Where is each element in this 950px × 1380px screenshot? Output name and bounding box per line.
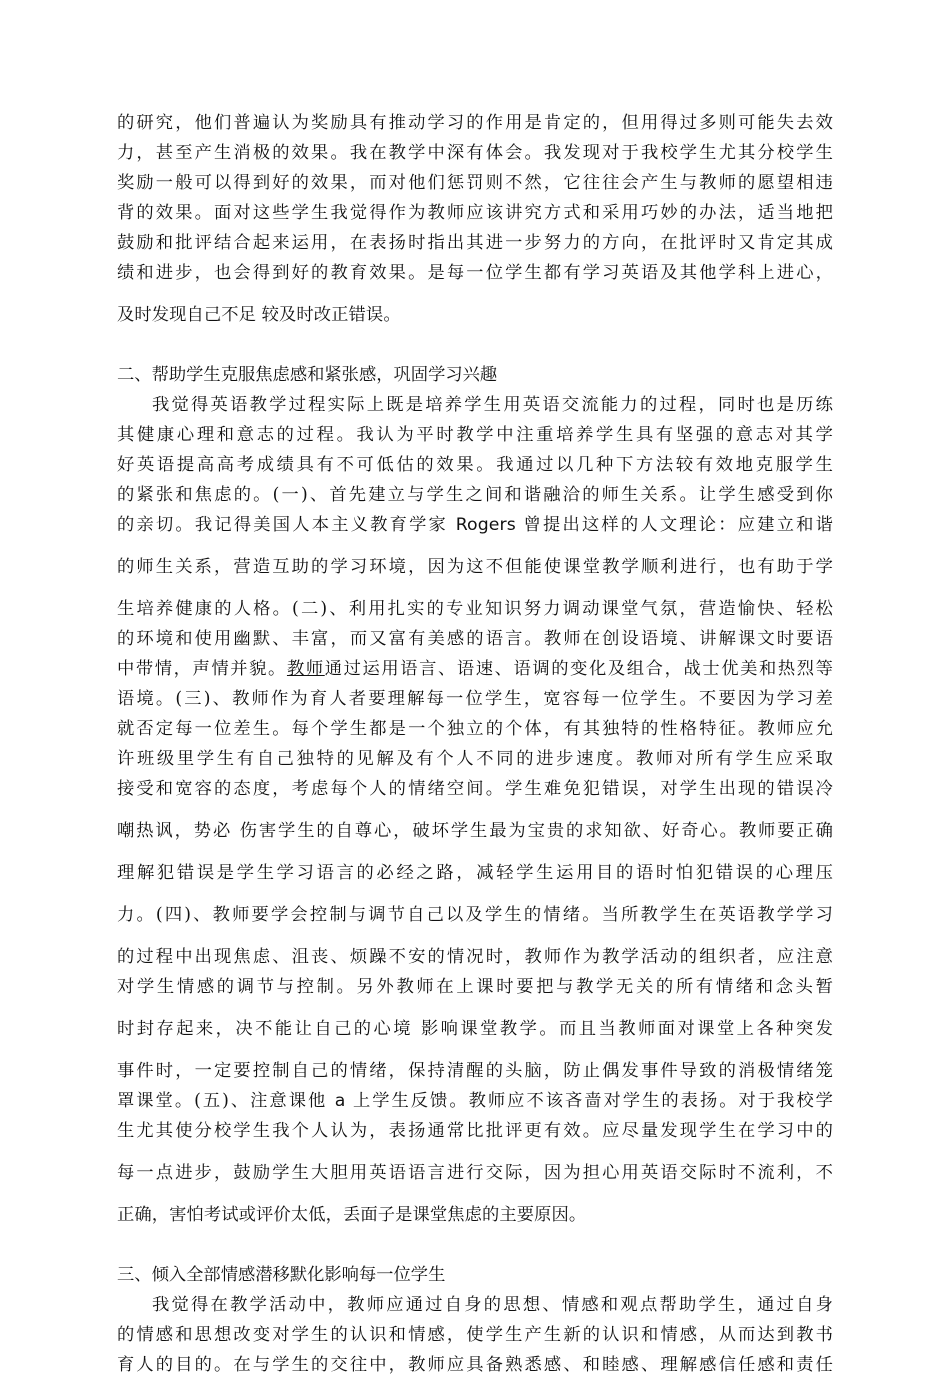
text-line: 力，甚至产生消极的效果。我在教学中深有体会。我发现对于我校学生尤其分校学生 bbox=[117, 143, 833, 163]
section-heading-2: 二、帮助学生克服焦虑感和紧张感，巩固学习兴趣 bbox=[117, 365, 498, 385]
text-line: 生尤其使分校学生我个人认为，表扬通常比批评更有效。应尽量发现学生在学习中的 bbox=[117, 1121, 833, 1141]
text-line: 许班级里学生有自己独特的见解及有个人不同的进步速度。教师对所有学生应采取 bbox=[117, 749, 833, 769]
text-line: 嘲热讽，势必 伤害学生的自尊心，破坏学生最为宝贵的求知欲、好奇心。教师要正确 bbox=[117, 821, 833, 841]
section-3-body bbox=[117, 1290, 833, 1380]
text-line: 鼓励和批评结合起来运用，在表扬时指出其进一步努力的方向，在批评时又肯定其成 bbox=[117, 233, 833, 253]
text-line: 的紧张和焦虑的。(一)、首先建立与学生之间和谐融洽的师生关系。让学生感受到你 bbox=[117, 485, 833, 505]
text-segment: 罩课堂。(五)、注意课他 bbox=[117, 1091, 335, 1111]
text-line: 我觉得英语教学过程实际上既是培养学生用英语交流能力的过程，同时也是历练 bbox=[152, 395, 833, 415]
text-segment: 上学生反馈。教师应不该吝啬对学生的表扬。对于我校学 bbox=[345, 1091, 833, 1111]
text-line: 的情感和思想改变对学生的认识和情感，使学生产生新的认识和情感，从而达到教书 bbox=[117, 1325, 833, 1345]
text-line: 的研究，他们普遍认为奖励具有推动学习的作用是肯定的，但用得过多则可能失去效 bbox=[117, 113, 833, 133]
text-line: 生培养健康的人格。(二)、利用扎实的专业知识努力调动课堂气氛，营造愉快、轻松 bbox=[117, 599, 833, 619]
text-line: 我觉得在教学活动中，教师应通过自身的思想、情感和观点帮助学生，通过自身 bbox=[152, 1295, 833, 1315]
text-line: 育人的目的。在与学生的交往中，教师应具备熟悉感、和睦感、理解感信任感和责任 bbox=[117, 1355, 833, 1375]
document-page bbox=[117, 108, 833, 1380]
text-line: 绩和进步，也会得到好的教育效果。是每一位学生都有学习英语及其他学科上进心， bbox=[117, 263, 833, 283]
paragraph-1 bbox=[117, 108, 833, 330]
text-line bbox=[117, 654, 833, 684]
text-line: 理解犯错误是学生学习语言的必经之路，减轻学生运用目的语时怕犯错误的心理压 bbox=[117, 863, 833, 883]
text-line: 其健康心理和意志的过程。我认为平时教学中注重培养学生具有坚强的意志对其学 bbox=[117, 425, 833, 445]
section-2-body bbox=[117, 390, 833, 1230]
person-name: Rogers bbox=[455, 515, 516, 535]
text-segment: 的亲切。我记得美国人本主义教育学家 bbox=[117, 515, 456, 535]
text-line: 的师生关系，营造互助的学习环境，因为这不但能使课堂教学顺利进行，也有助于学 bbox=[117, 557, 833, 577]
text-line: 时封存起来，决不能让自己的心境 影响课堂教学。而且当教师面对课堂上各种突发 bbox=[117, 1019, 833, 1039]
latin-letter: a bbox=[334, 1091, 346, 1111]
section-heading-3: 三、倾入全部情感潜移默化影响每一位学生 bbox=[117, 1265, 446, 1285]
text-line: 语境。(三)、教师作为育人者要理解每一位学生，宽容每一位学生。不要因为学习差 bbox=[117, 689, 833, 709]
text-line: 好英语提高高考成绩具有不可低估的效果。我通过以几种下方法较有效地克服学生 bbox=[117, 455, 833, 475]
text-line: 对学生情感的调节与控制。另外教师在上课时要把与教学无关的所有情绪和念头暂 bbox=[117, 977, 833, 997]
text-line: 奖励一般可以得到好的效果，而对他们惩罚则不然，它往往会产生与教师的愿望相违 bbox=[117, 173, 833, 193]
text-line: 每一点进步，鼓励学生大胆用英语语言进行交际，因为担心用英语交际时不流利，不 bbox=[117, 1163, 833, 1183]
text-segment: 曾提出这样的人文理论：应建立和谐 bbox=[515, 515, 833, 535]
text-line bbox=[117, 1086, 833, 1116]
text-line: 就否定每一位差生。每个学生都是一个独立的个体，有其独特的性格特征。教师应允 bbox=[117, 719, 833, 739]
text-line: 接受和宽容的态度，考虑每个人的情绪空间。学生难免犯错误，对学生出现的错误冷 bbox=[117, 779, 833, 799]
text-line: 正确，害怕考试或评价太低，丢面子是课堂焦虑的主要原因。 bbox=[117, 1205, 587, 1225]
text-line bbox=[117, 510, 833, 540]
text-line: 的环境和使用幽默、丰富，而又富有美感的语言。教师在创设语境、讲解课文时要语 bbox=[117, 629, 833, 649]
underlined-word: 教师 bbox=[286, 659, 325, 679]
text-line: 及时发现自己不足 较及时改正错误。 bbox=[117, 305, 401, 325]
text-line: 力。(四)、教师要学会控制与调节自己以及学生的情绪。当所教学生在英语教学学习 bbox=[117, 905, 833, 925]
text-line: 的过程中出现焦虑、沮丧、烦躁不安的情况时，教师作为教学活动的组织者，应注意 bbox=[117, 947, 833, 967]
text-segment: 通过运用语言、语速、语调的变化及组合，战士优美和热烈等 bbox=[324, 659, 833, 679]
text-segment: 中带情，声情并貌。 bbox=[117, 659, 287, 679]
text-line: 背的效果。面对这些学生我觉得作为教师应该讲究方式和采用巧妙的办法，适当地把 bbox=[117, 203, 833, 223]
text-line: 事件时，一定要控制自己的情绪，保持清醒的头脑，防止偶发事件导致的消极情绪笼 bbox=[117, 1061, 833, 1081]
